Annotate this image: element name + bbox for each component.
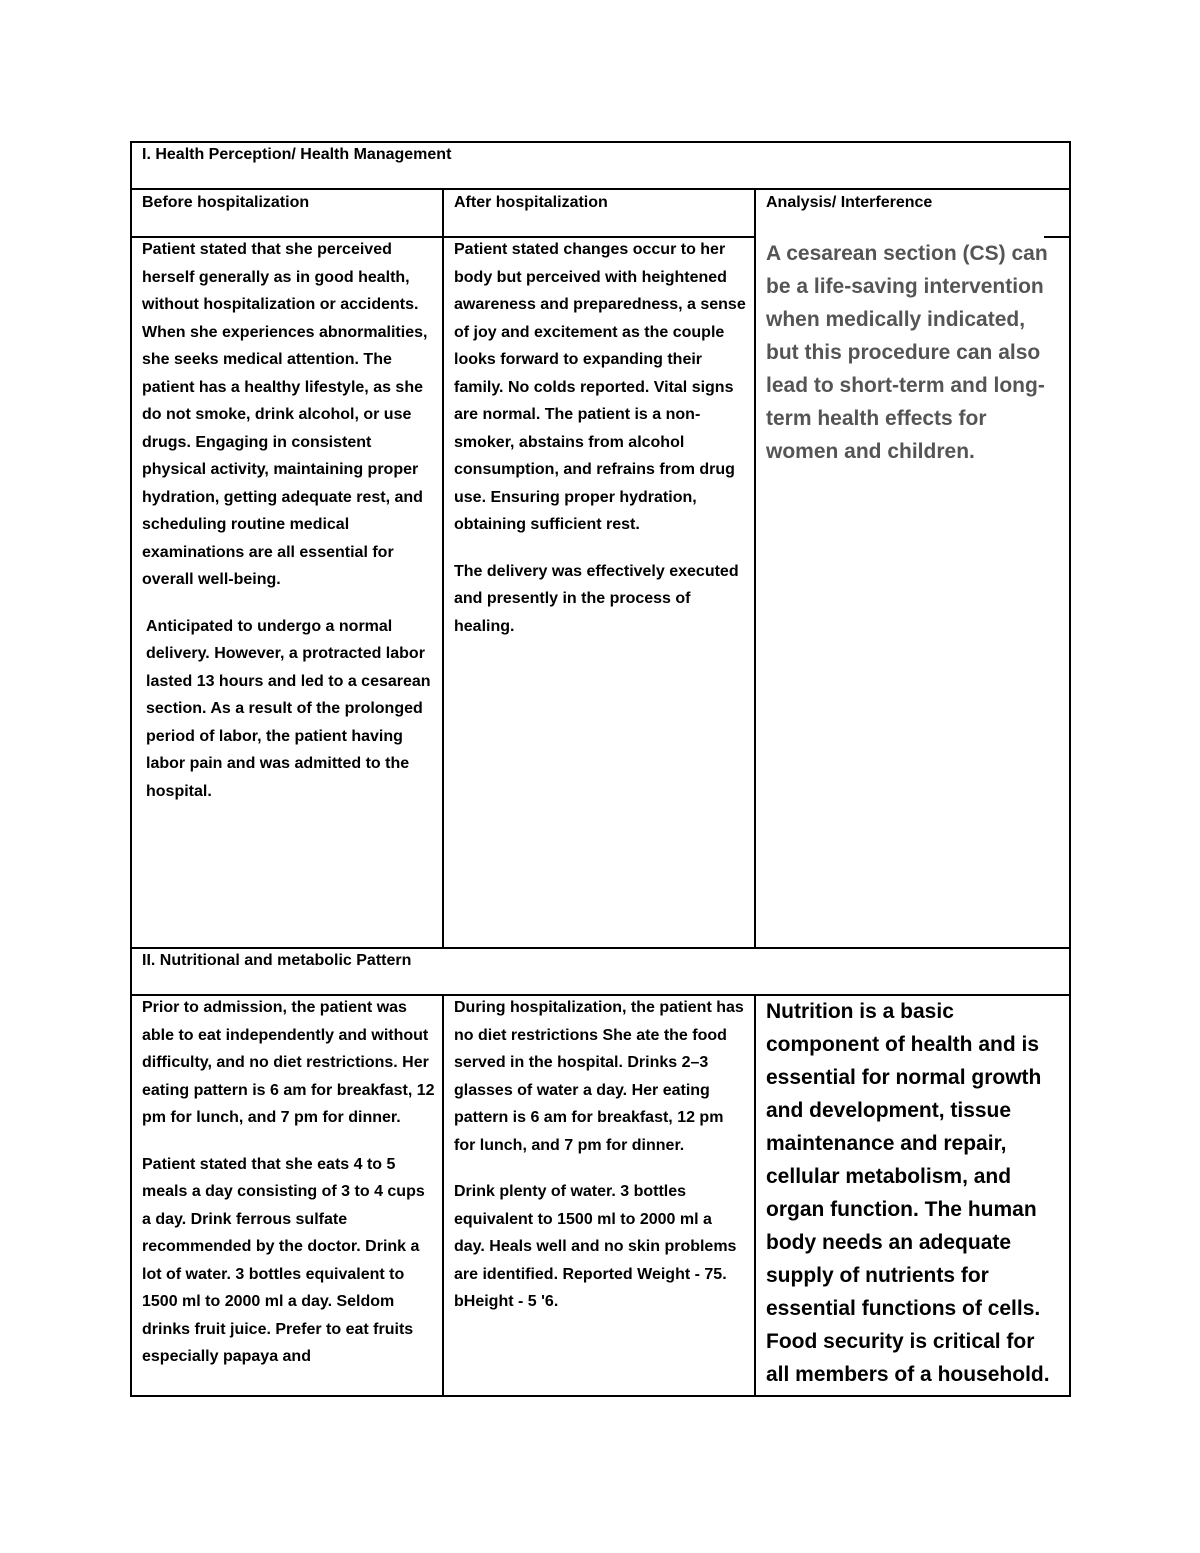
column-divider bbox=[754, 188, 756, 948]
after-hospitalization-text bbox=[454, 994, 746, 1335]
table-border-left bbox=[130, 141, 132, 1397]
section-title: II. Nutritional and metabolic Pattern bbox=[142, 952, 412, 969]
paragraph: Patient stated that she perceived herself generally as in good health, without hospitalization or accidents. When she experiences abnormalities, she seeks medical attention. The patient has a healthy lifestyle, as she do not smoke, drink alcohol, or use drugs. Engaging in consistent physical activity, maintaining proper hydration, getting adequate rest, and scheduling routine medical examinations are all essential for overall well-being. bbox=[142, 241, 428, 588]
paragraph: The delivery was effectively executed and presently in the process of healing. bbox=[454, 562, 739, 635]
after-hospitalization-text bbox=[454, 236, 746, 659]
analysis-text: A cesarean section (CS) can be a life-saving intervention when medically indicated, but this procedure can also lead to short-term and long-term health effects for women and children. bbox=[766, 242, 1048, 463]
row-divider bbox=[130, 947, 1071, 949]
before-hospitalization-text bbox=[142, 994, 436, 1394]
paragraph: Patient stated that she eats 4 to 5 meals a day consisting of 3 to 4 cups a day. Drink ferrous sulfate recommended by the doctor. Drink a lot of water. 3 bottles equivalent to 1500 ml to 2000 ml a day. Seldom drinks fruit juice. Prefer to eat fruits especially papaya and bbox=[142, 1155, 425, 1365]
paragraph: Drink plenty of water. 3 bottles equivalent to 1500 ml to 2000 ml a day. Heals well and no skin problems are identified. Reported Weight - 75. bHeight - 5 '6. bbox=[454, 1183, 737, 1310]
column-header-before: Before hospitalization bbox=[142, 194, 310, 211]
paragraph: Anticipated to undergo a normal delivery. However, a protracted labor lasted 13 hours and led to a cesarean section. As a result of the prolonged period of labor, the patient having labor pain and was admitted to the hospital. bbox=[146, 617, 431, 800]
before-hospitalization-text bbox=[142, 236, 436, 824]
paragraph: During hospitalization, the patient has no diet restrictions She ate the food served in the hospital. Drinks 2–3 glasses of water a day. Her eating pattern is 6 am for breakfast, 12 pm for lunch, and 7 pm for dinner. bbox=[454, 999, 744, 1154]
column-header-analysis: Analysis/ Interference bbox=[766, 194, 933, 211]
section-title: I. Health Perception/ Health Management bbox=[142, 146, 452, 163]
column-divider bbox=[442, 994, 444, 1395]
table-border-bottom bbox=[130, 1395, 1071, 1397]
paragraph: Prior to admission, the patient was able to eat independently and without difficulty, and no diet restrictions. Her eating pattern is 6 am for breakfast, 12 pm for lunch, and 7 pm for dinner. bbox=[142, 999, 435, 1126]
paragraph: Patient stated changes occur to her body but perceived with heightened awareness and preparedness, a sense of joy and excitement as the couple looks forward to expanding their family. No colds reported. Vital signs are normal. The patient is a non-smoker, abstains from alcohol consumption, and refrains from drug use. Ensuring proper hydration, obtaining sufficient rest. bbox=[454, 241, 746, 533]
column-divider bbox=[442, 188, 444, 948]
column-header-after: After hospitalization bbox=[454, 194, 608, 211]
table-border-top bbox=[130, 141, 1071, 143]
row-divider bbox=[130, 188, 1071, 190]
table-border-right bbox=[1069, 141, 1071, 1397]
column-divider bbox=[754, 994, 756, 1395]
analysis-text: Nutrition is a basic component of health and is essential for normal growth and development, tissue maintenance and repair, cellular metabolism, and organ function. The human body needs an adequate supply of nutrients for essential functions of cells. Food security is critical for all members of a household. bbox=[766, 1000, 1050, 1386]
